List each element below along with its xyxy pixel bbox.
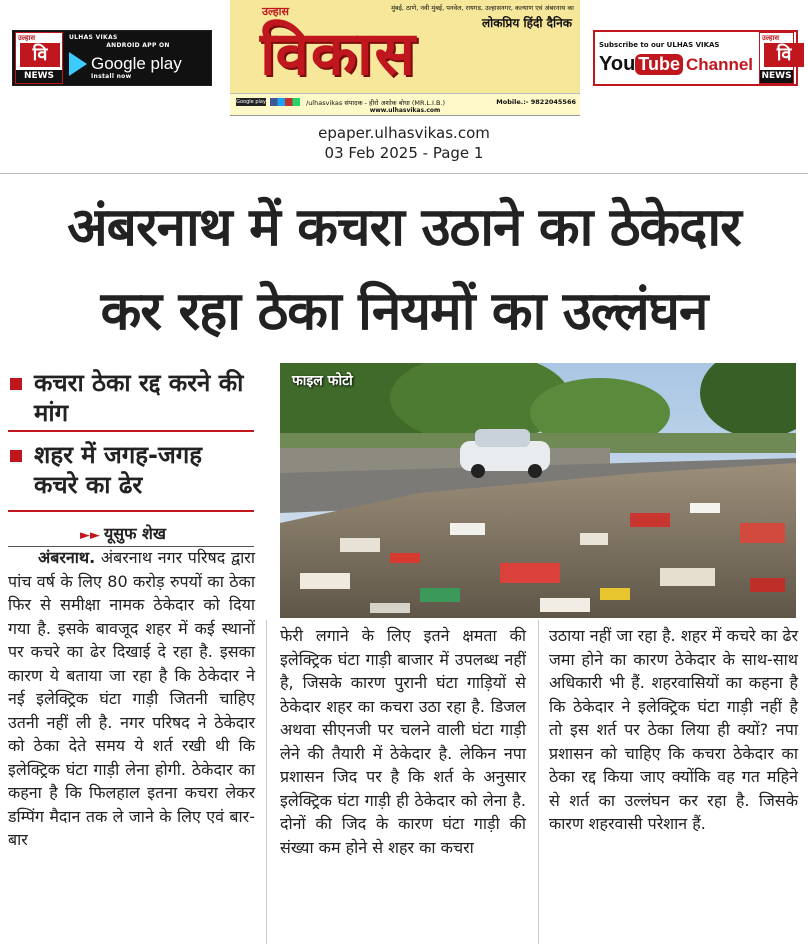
epaper-url: epaper.ulhasvikas.com <box>318 124 490 142</box>
ad-app-line: ANDROID APP ON <box>106 42 170 49</box>
highlight-divider <box>8 430 254 432</box>
masthead-editor: /ulhasvikas संपादक - हीरो अशोक बोधा (MR.L.I.B.) <box>306 99 446 107</box>
article-column-1 <box>8 546 255 852</box>
play-store-icon <box>69 52 87 76</box>
author-name: यूसुफ शेख <box>104 524 166 543</box>
masthead-title: विकास <box>260 19 418 89</box>
headline-line-1: अंबरनाथ में कचरा उठाने का ठेकेदार <box>67 197 741 258</box>
google-play-label: Google play <box>91 54 182 73</box>
highlight-item: कचरा ठेका रद्द करने की मांग <box>8 368 253 428</box>
highlight-item: शहर में जगह-जगह कचरे का ढेर <box>8 440 253 500</box>
double-arrow-icon: ►► <box>80 528 100 543</box>
column-divider <box>266 620 267 944</box>
edition-date-page: 03 Feb 2025 - Page 1 <box>324 144 484 162</box>
article-photo <box>280 363 796 618</box>
masthead-cities: मुंबई, ठाणे, नवी मुंबई, पनवेल, रायगड, उल्हासनगर, कल्याण एवं अंबरनाथ का <box>391 4 574 12</box>
newspaper-masthead <box>230 0 580 116</box>
google-play-ad[interactable] <box>12 30 212 86</box>
column-1-text: अंबरनाथ नगर परिषद द्वारा पांच वर्ष के लिए 80 करोड़ रुपयों का ठेका फिर से समीक्षा नामक ठेकेदार को दिया गया है. इसके बावजूद शहर में कई स्थानों पर कचरे का ढेर दिखाई दे रहा है. इसका कारण ये बताया जा रहा है कि ठेकेदार ने नई इलेक्ट्रिक घंटा गाड़ी जितनी चाहिए उतनी नहीं ली है. नगर परिषद ने ठेकेदार को ठेका देते समय ये शर्त रखी थी कि इलेक्ट्रिक घंटा गाड़ी लेना होगी. ठेकेदार का कहना है कि फिलहाल इतना कचरा लेकर डम्पिंग मैदान तक ले जाने के लिए एवं बार-बार <box>8 548 255 849</box>
byline <box>80 522 166 544</box>
subscribe-label: Subscribe to our ULHAS VIKAS <box>599 41 720 49</box>
column-divider <box>538 620 539 944</box>
headline-line-2: कर रहा ठेका नियमों का उल्लंघन <box>100 281 708 342</box>
masthead-ulhas: उल्हास <box>262 5 289 18</box>
header-divider <box>0 173 808 174</box>
article-headline <box>0 186 808 354</box>
article-column-2 <box>280 624 526 859</box>
youtube-channel-ad[interactable] <box>593 30 798 86</box>
social-media-icons <box>270 98 300 106</box>
masthead-mobile: Mobile.:- 9822045566 <box>496 98 576 106</box>
youtube-logo: You Tube Channel <box>599 53 754 75</box>
bullet-square-icon <box>10 450 22 462</box>
article-dateline: अंबरनाथ. <box>38 548 96 567</box>
bullet-square-icon <box>10 378 22 390</box>
photo-caption: फाइल फोटो <box>292 373 353 389</box>
ulhas-vikas-news-logo: उल्हास वि NEWS <box>15 32 63 84</box>
masthead-tagline: लोकप्रिय हिंदी दैनिक <box>481 16 572 30</box>
ad-brand: ULHAS VIKAS <box>69 34 118 41</box>
column-3-text: उठाया नहीं जा रहा है. शहर में कचरे का ढेर जमा होने का कारण ठेकेदार के साथ-साथ अधिकारी भी हैं. शहरवासियों का कहना है कि ठेकेदार ने इलेक्ट्रिक घंटा गाड़ी नहीं है तो इस शर्त पर ठेका लिया ही क्यों? नपा प्रशासन को चाहिए कि कचरा ठेकेदार का ठेका रद्द किया जाए क्योंकि वह गत महिने से शर्त का उल्लंघन कर रहा है. जिसके कारण शहरवासी परेशान हैं. <box>549 626 798 833</box>
google-play-mini-icon: Google play <box>236 99 266 105</box>
column-2-text: फेरी लगाने के लिए इतने क्षमता की इलेक्ट्रिक घंटा गाड़ी बाजार में उपलब्ध नहीं है, जिसके कारण पुरानी घंटा गाड़ियों से ठेकेदार शहर का कचरा उठा रहा है. डिजल अथवा सीएनजी पर चलने वाली घंटा गाड़ी लेने की तैयारी में ठेकेदार है. लेकिन नपा प्रशासन जिद पर है कि शर्त के अनुसार इलेक्ट्रिक घंटा गाड़ी ही ठेकेदार को लेना है. दोनों की जिद के कारण घंटा गाड़ी की संख्या कम होने से शहर का कचरा <box>280 626 526 857</box>
install-now-label: Install now <box>91 73 132 80</box>
highlight-divider <box>8 510 254 512</box>
ulhas-vikas-news-logo: उल्हास वि NEWS <box>759 32 794 84</box>
masthead-website: www.ulhasvikas.com <box>369 107 441 114</box>
masthead-info-strip <box>230 93 580 115</box>
article-column-3 <box>549 624 798 836</box>
